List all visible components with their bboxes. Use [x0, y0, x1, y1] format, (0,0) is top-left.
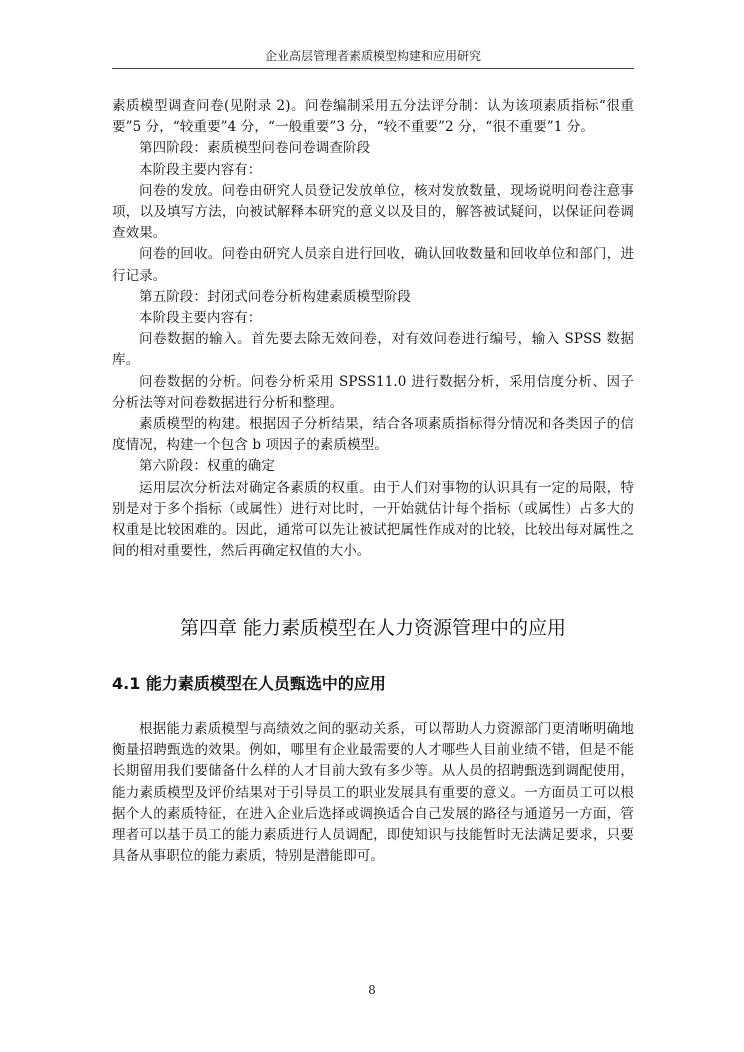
paragraph: 第四阶段：素质模型问卷问卷调查阶段 — [139, 140, 371, 157]
paragraph: 问卷数据的分析。问卷分析采用 SPSS11.0 进行数据分析，采用信度分析、因子分析法等对问卷数据进行分析和整理。 — [112, 373, 634, 411]
chapter-title: 第四章 能力素质模型在人力资源管理中的应用 — [179, 617, 567, 639]
body-text-bottom — [112, 719, 634, 867]
page-number: 8 — [368, 983, 376, 997]
paragraph: 素质模型的构建。根据因子分析结果，结合各项素质指标得分情况和各类因子的信度情况，构建一个包含 b 项因子的素质模型。 — [112, 416, 634, 454]
paragraph: 本阶段主要内容有： — [139, 161, 262, 178]
paragraph: 素质模型调查问卷(见附录 2)。问卷编制采用五分法评分制：认为该项素质指标“很重要”5 分，“较重要”4 分，“一般重要”3 分，“较不重要”2 分，“很不重要”1 分。 — [112, 98, 634, 136]
paragraph: 问卷的发放。问卷由研究人员登记发放单位，核对发放数量，现场说明问卷注意事项，以及填写方法，向被试解释本研究的意义以及目的，解答被试疑问，以保证问卷调查效果。 — [112, 182, 634, 242]
paragraph: 第六阶段：权重的确定 — [139, 458, 275, 475]
body-text-top — [112, 96, 634, 562]
paragraph: 问卷数据的输入。首先要去除无效问卷，对有效问卷进行编号，输入 SPSS 数据库。 — [112, 331, 634, 369]
paragraph: 第五阶段：封闭式问卷分析构建素质模型阶段 — [139, 288, 411, 305]
running-header: 企业高层管理者素质模型构建和应用研究 — [264, 49, 481, 63]
section-title: 4.1 能力素质模型在人员甄选中的应用 — [112, 674, 386, 693]
paragraph: 问卷的回收。问卷由研究人员亲自进行回收，确认回收数量和回收单位和部门，进行记录。 — [112, 246, 634, 284]
header-rule — [112, 68, 634, 69]
paragraph: 运用层次分析法对确定各素质的权重。由于人们对事物的认识具有一定的局限，特别是对于多个指标（或属性）进行对比时，一开始就估计每个指标（或属性）占多大的权重是比较困难的。因此，通常可以先让被试把属性作成对的比较，比较出每对属性之间的相对重要性，然后再确定权值的大小。 — [112, 479, 634, 560]
paragraph: 本阶段主要内容有： — [139, 310, 262, 327]
paragraph: 根据能力素质模型与高绩效之间的驱动关系，可以帮助人力资源部门更清晰明确地衡量招聘甄选的效果。例如，哪里有企业最需要的人才哪些人目前业绩不错，但是不能长期留用我们要储备什么样的人才目前大致有多少等。从人员的招聘甄选到调配使用，能力素质模型及评价结果对于引导员工的职业发展具有重要的意义。一方面员工可以根据个人的素质特征，在进入企业后选择或调换适合自己发展的路径与通道另一方面，管理者可以基于员工的能力素质进行人员调配，即使知识与技能暂时无法满足要求，只要具备从事职位的能力素质，特别是潜能即可。 — [112, 721, 634, 865]
